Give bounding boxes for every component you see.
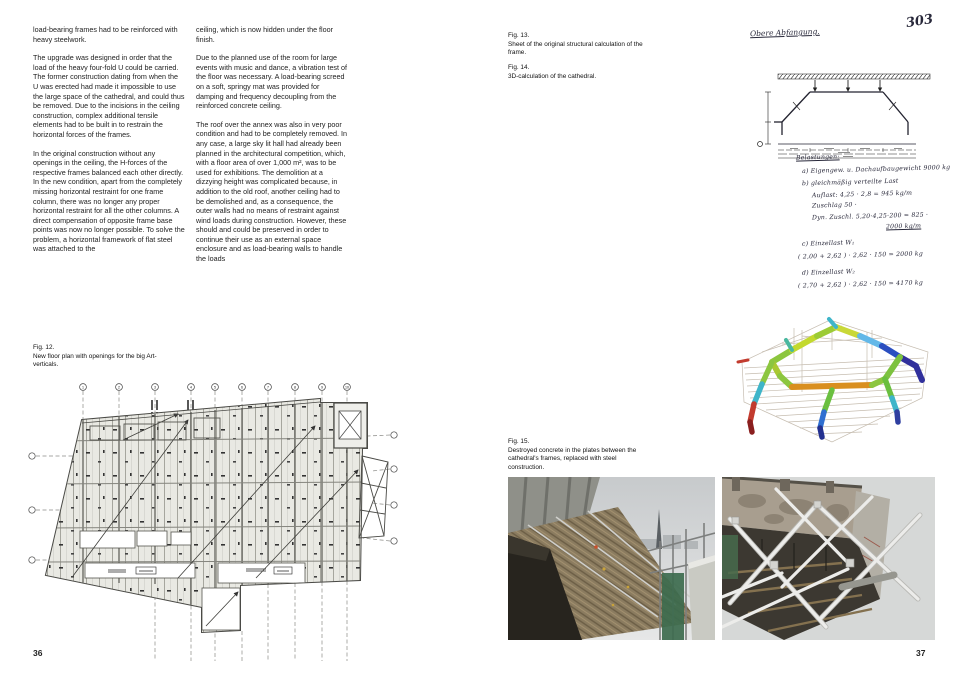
calc-line: Dyn. Zuschl. 5,20·4,25·200 = 825 · (811, 211, 929, 222)
paragraph: load-bearing frames had to be reinforced with heavy steelwork. (33, 25, 178, 44)
calc-line: a) Eigengew. u. Dachaufbaugewicht 9000 kg (801, 164, 951, 175)
fem-render-figure (732, 300, 937, 448)
svg-text:6: 6 (241, 385, 243, 390)
body-column-1 (33, 25, 185, 263)
calc-line: Belastungen: (795, 153, 840, 162)
calc-line: 2000 kg/m (885, 222, 922, 231)
svg-text:5: 5 (214, 385, 216, 390)
calc-line: ( 2,70 + 2,62 ) · 2,62 · 150 = 4170 kg (797, 279, 924, 290)
caption-text: 3D-calculation of the cathedral. (508, 72, 597, 80)
svg-text:2: 2 (118, 385, 120, 390)
caption-label: Fig. 13. (508, 32, 530, 39)
svg-text:1: 1 (82, 385, 84, 390)
calc-sheet-title: Obere Abfangung. (749, 26, 820, 39)
svg-text:4: 4 (190, 385, 192, 390)
svg-text:10: 10 (345, 385, 349, 390)
svg-text:8: 8 (294, 385, 296, 390)
caption-text: Destroyed concrete in the plates between the cathedral's frames, replaced with steel construction. (508, 446, 637, 471)
calc-line: c) Einzellast W₁ (801, 239, 855, 248)
calc-sheet-page-number: 303 (904, 11, 935, 32)
caption-text: New floor plan with openings for the big Art-verticals. (33, 352, 157, 369)
fig12-caption (33, 344, 173, 370)
safety-netting (662, 573, 684, 640)
caption-text: Sheet of the original structural calculation of the frame. (508, 40, 643, 57)
calc-sheet-figure (738, 11, 951, 302)
photo-steel-truss (722, 477, 935, 640)
page-number-left: 36 (33, 648, 43, 658)
calc-line: ( 2,00 + 2,62 ) · 2,62 · 150 = 2000 kg (797, 250, 924, 261)
calc-line: d) Einzellast W₂ (801, 268, 856, 277)
green-netting (722, 535, 738, 579)
page-number-right: 37 (916, 648, 926, 658)
fig15-caption (508, 438, 648, 472)
paragraph: The upgrade was designed in order that the load of the heavy four-fold U could be carried. The former construction dating from when the U was erected had made it impossible to use the large space of the cathedral, and could thus be removed. Due to the incisions in the ceiling construction, complex additional tensile elements had to be built in to restrain the horizontal forces of the frames. (33, 53, 185, 139)
paragraph: Due to the planned use of the room for large events with music and dance, a vibration test of the floor was necessary. A load-bearing screed on a soft, springy mat was provided for damping and frequency decoupling from the reinforced concrete ceiling. (196, 53, 348, 111)
frame-sketch (738, 40, 948, 160)
calc-line: Zuschlag 50 · (811, 201, 858, 210)
caption-label: Fig. 14. (508, 64, 530, 71)
photo-demolition (508, 477, 715, 640)
svg-text:7: 7 (267, 385, 269, 390)
calc-line: b) gleichmäßig verteilte Last (801, 177, 899, 188)
calc-line: Auflast: 4,25 · 2,8 = 945 kg/m (811, 189, 913, 200)
svg-text:9: 9 (321, 385, 323, 390)
floor-plan-figure (28, 378, 480, 668)
paragraph: The roof over the annex was also in very poor condition and had to be completely removed. In any case, a large sky lit hall had already been planned in the architectural competition, which, with a floor area of over 1,000 m², was to be used for exhibitions. The demolition at a dizzying height was complicated because, in addition to the old roof, another ceiling had to be demolished and, as a consequence, the outer walls had no means of restraint against wind loads during construction. However, these should and could be preserved in order to continue their use as an external space enclosure and as load-bearing walls to handle the loads (196, 119, 348, 264)
caption-label: Fig. 15. (508, 438, 530, 445)
body-column-2 (196, 25, 348, 273)
svg-text:3: 3 (154, 385, 156, 390)
fig13-caption (508, 32, 648, 58)
fig14-caption (508, 64, 648, 81)
paragraph: In the original construction without any openings in the ceiling, the H-forces of the respective frames balanced each other directly. In the new condition, apart from the completely missing horizontal restraint for one frame column, there was no longer any proper horizontal restraint for all the other columns. A direct compensation of opposite frame base points was now no longer possible. To solve the problem, a horizontal framework of flat steel was attached to the (33, 148, 185, 254)
paragraph: ceiling, which is now hidden under the floor finish. (196, 25, 334, 44)
caption-label: Fig. 12. (33, 344, 55, 351)
